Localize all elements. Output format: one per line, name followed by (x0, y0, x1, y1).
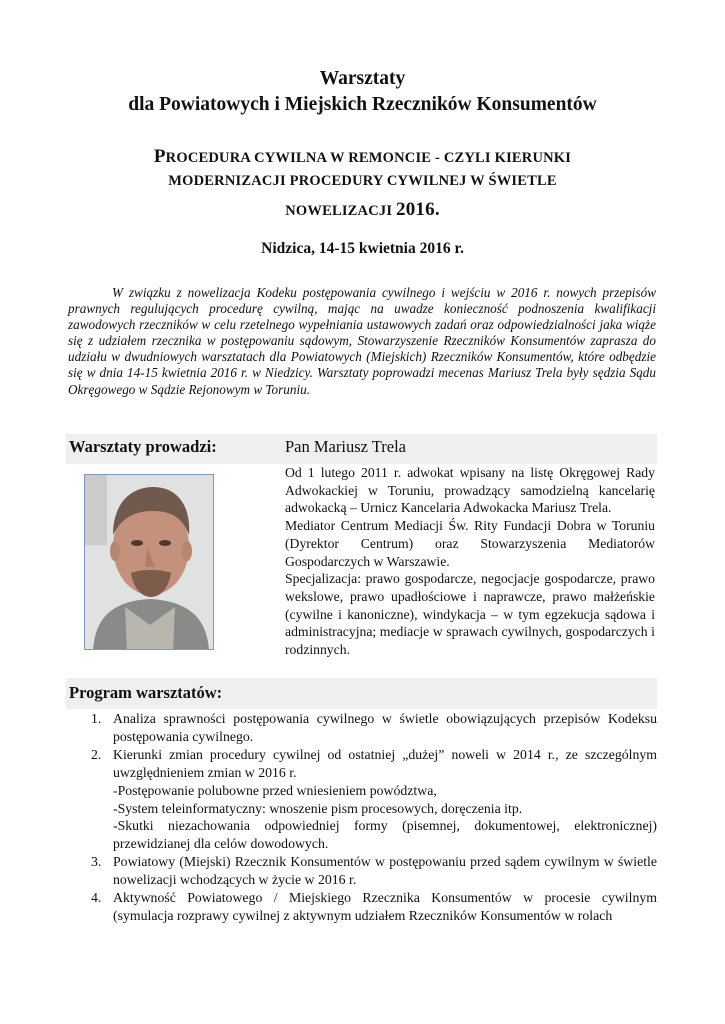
subtitle-line-3-text: NOWELIZACJI (285, 203, 397, 219)
bio-paragraph: Od 1 lutego 2011 r. adwokat wpisany na listę Okręgowej Rady Adwokackiej w Toruniu, prowadzący samodzielną kancelarię adwokacką – Urnicz Kancelaria Adwokacka Mariusz Trela. (285, 465, 655, 516)
program-item (69, 746, 657, 853)
program-item (69, 889, 657, 925)
subtitle-line-1-text: ROCEDURA CYWILNA W REMONCIE - CZYLI KIERUNKI (165, 150, 572, 166)
program-item-number: 4. (91, 890, 102, 906)
portrait-illustration (85, 475, 214, 650)
program-item (69, 710, 657, 746)
program-item-number: 1. (91, 711, 102, 726)
program-list (69, 710, 657, 925)
bio-paragraph: Specjalizacja: prawo gospodarcze, negocjacje gospodarcze, prawo wekslowe, prawo upadłościowe i naprawcze, prawo małżeńskie (cywilne i kanoniczne), windykacja – w tym egzekucja sądowa i administracyjna; mediacje w sprawach cywilnych, gospodarczych i rodzinnych. (285, 571, 655, 658)
program-item-text: Kierunki zmian procedury cywilnej od ostatniej „dużej” noweli w 2014 r., ze szczególnym uwzględnieniem zmian w 2016 r. (113, 746, 657, 780)
program-label: Program warsztatów: (69, 683, 223, 702)
program-subitem: -System teleinformatyczny: wnoszenie pism procesowych, doręczenia itp. (113, 800, 523, 816)
title-line-1: Warsztaty (319, 68, 406, 89)
lead-photo (84, 474, 214, 650)
bio-paragraph: Mediator Centrum Mediacji Św. Rity Fundacji Dobra w Toruniu (Dyrektor Centrum) oraz Stowarzyszenia Mediatorów Gospodarczych w Warszawie. (285, 518, 655, 569)
program-item-text: Analiza sprawności postępowania cywilnego w świetle obowiązujących przepisów Kodeksu postępowania cywilnego. (113, 711, 657, 744)
program-item-text: Powiatowy (Miejski) Rzecznik Konsumentów w postępowaniu przed sądem cywilnym w świetle nowelizacji wchodzących w życie w 2016 r. (113, 854, 657, 888)
lead-bio (285, 464, 655, 659)
lead-label: Warsztaty prowadzi: (69, 437, 217, 456)
program-item-number: 2. (91, 746, 102, 762)
date-place: Nidzica, 14-15 kwietnia 2016 r. (261, 240, 464, 257)
program-item (69, 853, 657, 889)
subtitle-line-2: MODERNIZACJI PROCEDURY CYWILNEJ W ŚWIETLE (168, 173, 557, 189)
subtitle-line-3 (0, 199, 725, 221)
program-item-number: 3. (91, 854, 102, 870)
title-line-2: dla Powiatowych i Miejskich Rzeczników Konsumentów (128, 94, 597, 115)
intro-paragraph: W związku z nowelizacja Kodeku postępowania cywilnego i wejściu w 2016 r. nowych przepisów prawnych regulujących procedurę cywilną, mając na uwadze konieczność podnoszenia kwalifikacji zawodowych rzeczników w celu rzetelnego wypełniania ustawowych zadań oraz odpowiedzialności jaka wiąże się z udziałem rzecznika w postępowaniu sądowym, Stowarzyszenie Rzeczników Konsumentów zaprasza do udziału w dwudniowych warsztatach dla Powiatowych (Miejskich) Rzeczników Konsumentów, które odbędzie się w dnia 14-15 kwietnia 2016 r. w Niedzicy. Warsztaty poprowadzi mecenas Mariusz Trela były sędzia Sądu Okręgowego w Sądzie Rejonowym w Toruniu. (68, 285, 656, 397)
subtitle-initial: P (153, 146, 166, 167)
subtitle-year: 2016. (396, 199, 440, 220)
subtitle-line-1 (0, 146, 725, 168)
program-subitem: -Postępowanie polubowne przed wniesieniem powództwa, (113, 782, 437, 798)
program-subitem: -Skutki niezachowania odpowiedniej formy (pisemnej, dokumentowej, elektronicznej) przewidzianej dla celów dowodowych. (113, 818, 657, 852)
lead-name: Pan Mariusz Trela (285, 437, 406, 456)
program-item-text: Aktywność Powiatowego / Miejskiego Rzecznika Konsumentów w procesie cywilnym (symulacja rozprawy cywilnej z aktywnym udziałem Rzeczników Konsumentów w rolach (113, 890, 657, 923)
